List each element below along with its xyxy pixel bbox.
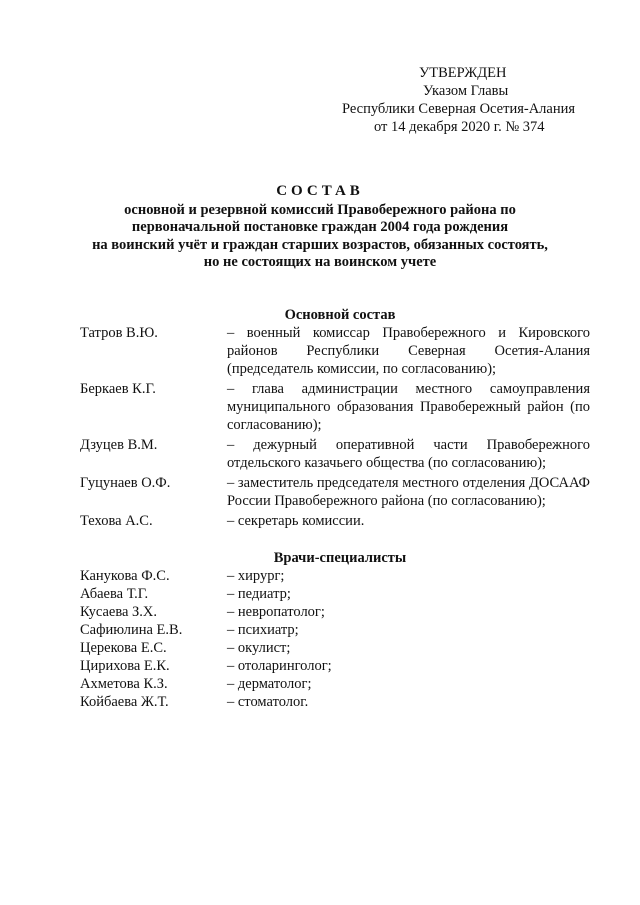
doctor-specialty: – стоматолог. bbox=[227, 694, 309, 710]
doctor-name: Церекова Е.С. bbox=[80, 640, 167, 656]
approval-line-decree: Указом Главы bbox=[423, 83, 509, 99]
member-name: Техова А.С. bbox=[80, 513, 153, 529]
doctor-name: Цирихова Е.К. bbox=[80, 658, 170, 674]
member-name: Гуцунаев О.Ф. bbox=[80, 475, 171, 491]
approval-line-republic: Республики Северная Осетия-Алания bbox=[342, 101, 576, 117]
member-role: – секретарь комиссии. bbox=[227, 513, 365, 529]
doctors-heading: Врачи-специалисты bbox=[273, 550, 407, 566]
approval-line-date: от 14 декабря 2020 г. № 374 bbox=[374, 119, 545, 135]
doctor-name: Ахметова К.З. bbox=[80, 676, 168, 692]
doctors-section bbox=[80, 549, 600, 711]
doctor-specialty: – невропатолог; bbox=[227, 604, 325, 620]
document-title-block bbox=[60, 183, 580, 272]
member-name: Беркаев К.Г. bbox=[80, 381, 156, 397]
doctor-specialty: – окулист; bbox=[227, 640, 291, 656]
doctor-name: Кусаева З.Х. bbox=[80, 604, 158, 620]
main-composition-heading: Основной состав bbox=[284, 307, 396, 323]
approval-block bbox=[330, 64, 610, 136]
doctor-row bbox=[80, 621, 600, 639]
member-role: – дежурный оперативной части Правобережного отдельского казачьего общества (по согласованию); bbox=[227, 437, 590, 471]
title-line-4: но не состоящих на воинском учете bbox=[203, 254, 437, 270]
member-row bbox=[80, 324, 600, 378]
doctor-specialty: – педиатр; bbox=[227, 586, 291, 602]
main-composition-section bbox=[80, 306, 600, 532]
title-line-3: на воинский учёт и граждан старших возрастов, обязанных состоять, bbox=[92, 236, 548, 253]
title-line-2: первоначальной постановке граждан 2004 года рождения bbox=[131, 219, 509, 235]
approval-line-approved: УТВЕРЖДЕН bbox=[419, 65, 507, 81]
doctor-row bbox=[80, 603, 600, 621]
doctor-row bbox=[80, 639, 600, 657]
doctor-row bbox=[80, 675, 600, 693]
doctor-specialty: – дерматолог; bbox=[227, 676, 312, 692]
member-name: Татров В.Ю. bbox=[80, 325, 158, 341]
member-row bbox=[80, 436, 600, 472]
doctor-name: Канукова Ф.С. bbox=[80, 568, 170, 584]
member-row bbox=[80, 380, 600, 434]
member-name: Дзуцев В.М. bbox=[80, 437, 158, 453]
member-role: – глава администрации местного самоуправления муниципального образования Правобережный район (по согласованию); bbox=[227, 381, 590, 433]
doctor-row bbox=[80, 585, 600, 603]
member-row bbox=[80, 474, 600, 510]
member-row bbox=[80, 512, 600, 530]
doctor-name: Сафиюлина Е.В. bbox=[80, 622, 183, 638]
doctor-row bbox=[80, 567, 600, 585]
member-role: – заместитель председателя местного отделения ДОСААФ России Правобережного района (по согласованию); bbox=[227, 475, 590, 509]
member-role: – военный комиссар Правобережного и Кировского районов Республики Северная Осетия-Алания (председатель комиссии, по согласованию); bbox=[227, 325, 590, 377]
document-title: СОСТАВ bbox=[276, 183, 364, 199]
doctor-row bbox=[80, 693, 600, 711]
doctor-row bbox=[80, 657, 600, 675]
doctor-name: Койбаева Ж.Т. bbox=[80, 694, 169, 710]
doctor-specialty: – отоларинголог; bbox=[227, 658, 332, 674]
doctor-specialty: – психиатр; bbox=[227, 622, 299, 638]
title-line-1: основной и резервной комиссий Правобережного района по bbox=[124, 201, 516, 218]
doctor-specialty: – хирург; bbox=[227, 568, 285, 584]
doctor-name: Абаева Т.Г. bbox=[80, 586, 149, 602]
